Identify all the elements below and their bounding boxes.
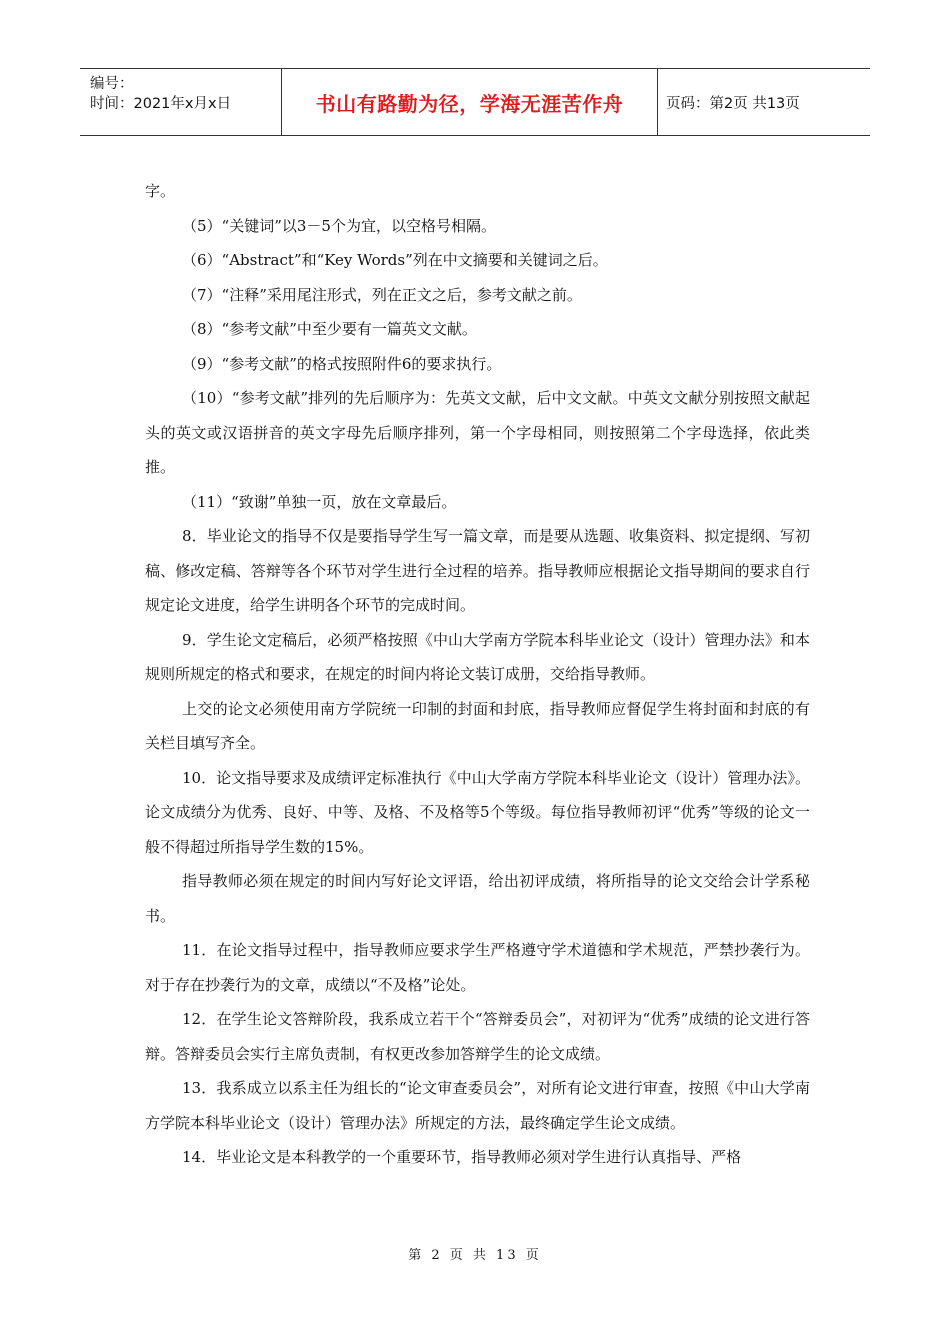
paragraph: 14．毕业论文是本科教学的一个重要环节，指导教师必须对学生进行认真指导、严格: [182, 1148, 742, 1166]
document-body: [145, 174, 810, 1175]
page-footer: 第 2 页 共 13 页: [408, 1248, 542, 1263]
paragraph: 9．学生论文定稿后，必须严格按照《中山大学南方学院本科毕业论文（设计）管理办法》和本规则所规定的格式和要求，在规定的时间内将论文装订成册，交给指导教师。: [145, 630, 810, 683]
paragraph: 指导教师必须在规定的时间内写好论文评语，给出初评成绩，将所指导的论文交给会计学系秘书。: [145, 872, 810, 925]
paragraph: （7）“注释”采用尾注形式，列在正文之后，参考文献之前。: [182, 285, 582, 304]
paragraph: （11）“致谢”单独一页，放在文章最后。: [182, 492, 457, 511]
paragraph: 8．毕业论文的指导不仅是要指导学生写一篇文章，而是要从选题、收集资料、拟定提纲、写初稿、修改定稿、答辩等各个环节对学生进行全过程的培养。指导教师应根据论文指导期间的要求自行规定论文进度，给学生讲明各个环节的完成时间。: [145, 527, 810, 614]
paragraph: 13．我系成立以系主任为组长的“论文审查委员会”，对所有论文进行审查，按照《中山大学南方学院本科毕业论文（设计）管理办法》所规定的方法，最终确定学生论文成绩。: [145, 1079, 810, 1132]
paragraph: 11．在论文指导过程中，指导教师应要求学生严格遵守学术道德和学术规范，严禁抄袭行为。对于存在抄袭行为的文章，成绩以“不及格”论处。: [145, 941, 810, 994]
paragraph: 上交的论文必须使用南方学院统一印制的封面和封底，指导教师应督促学生将封面和封底的有关栏目填写齐全。: [145, 699, 810, 752]
paragraph: （9）“参考文献”的格式按照附件6的要求执行。: [182, 354, 502, 373]
paragraph: 字。: [145, 182, 176, 200]
paragraph: （8）“参考文献”中至少要有一篇英文文献。: [182, 320, 477, 338]
header-page-info: 页码：第2页 共13页: [666, 95, 800, 112]
paragraph: 12．在学生论文答辩阶段，我系成立若干个“答辩委员会”，对初评为“优秀”成绩的论文进行答辩。答辩委员会实行主席负责制，有权更改参加答辩学生的论文成绩。: [145, 1010, 810, 1063]
paragraph: （10）“参考文献”排列的先后顺序为：先英文文献，后中文文献。中英文文献分别按照文献起头的英文或汉语拼音的英文字母先后顺序排列，第一个字母相同，则按照第二个字母选择，依此类推。: [145, 389, 810, 476]
document-header: [80, 68, 870, 136]
paragraph: 10．论文指导要求及成绩评定标准执行《中山大学南方学院本科毕业论文（设计）管理办法》。论文成绩分为优秀、良好、中等、及格、不及格等5个等级。每位指导教师初评“优秀”等级的论文一般不得超过所指导学生数的15%。: [145, 768, 810, 856]
paragraph: （5）“关键词”以3－5个为宜，以空格号相隔。: [182, 216, 496, 235]
header-slogan: 书山有路勤为径，学海无涯苦作舟: [282, 69, 658, 135]
header-number-label: 编号：: [90, 76, 134, 92]
header-meta-cell: [80, 69, 282, 135]
header-date-label: 时间：2021年x月x日: [90, 96, 232, 112]
paragraph: （6）“Abstract”和“Key Words”列在中文摘要和关键词之后。: [182, 251, 608, 269]
